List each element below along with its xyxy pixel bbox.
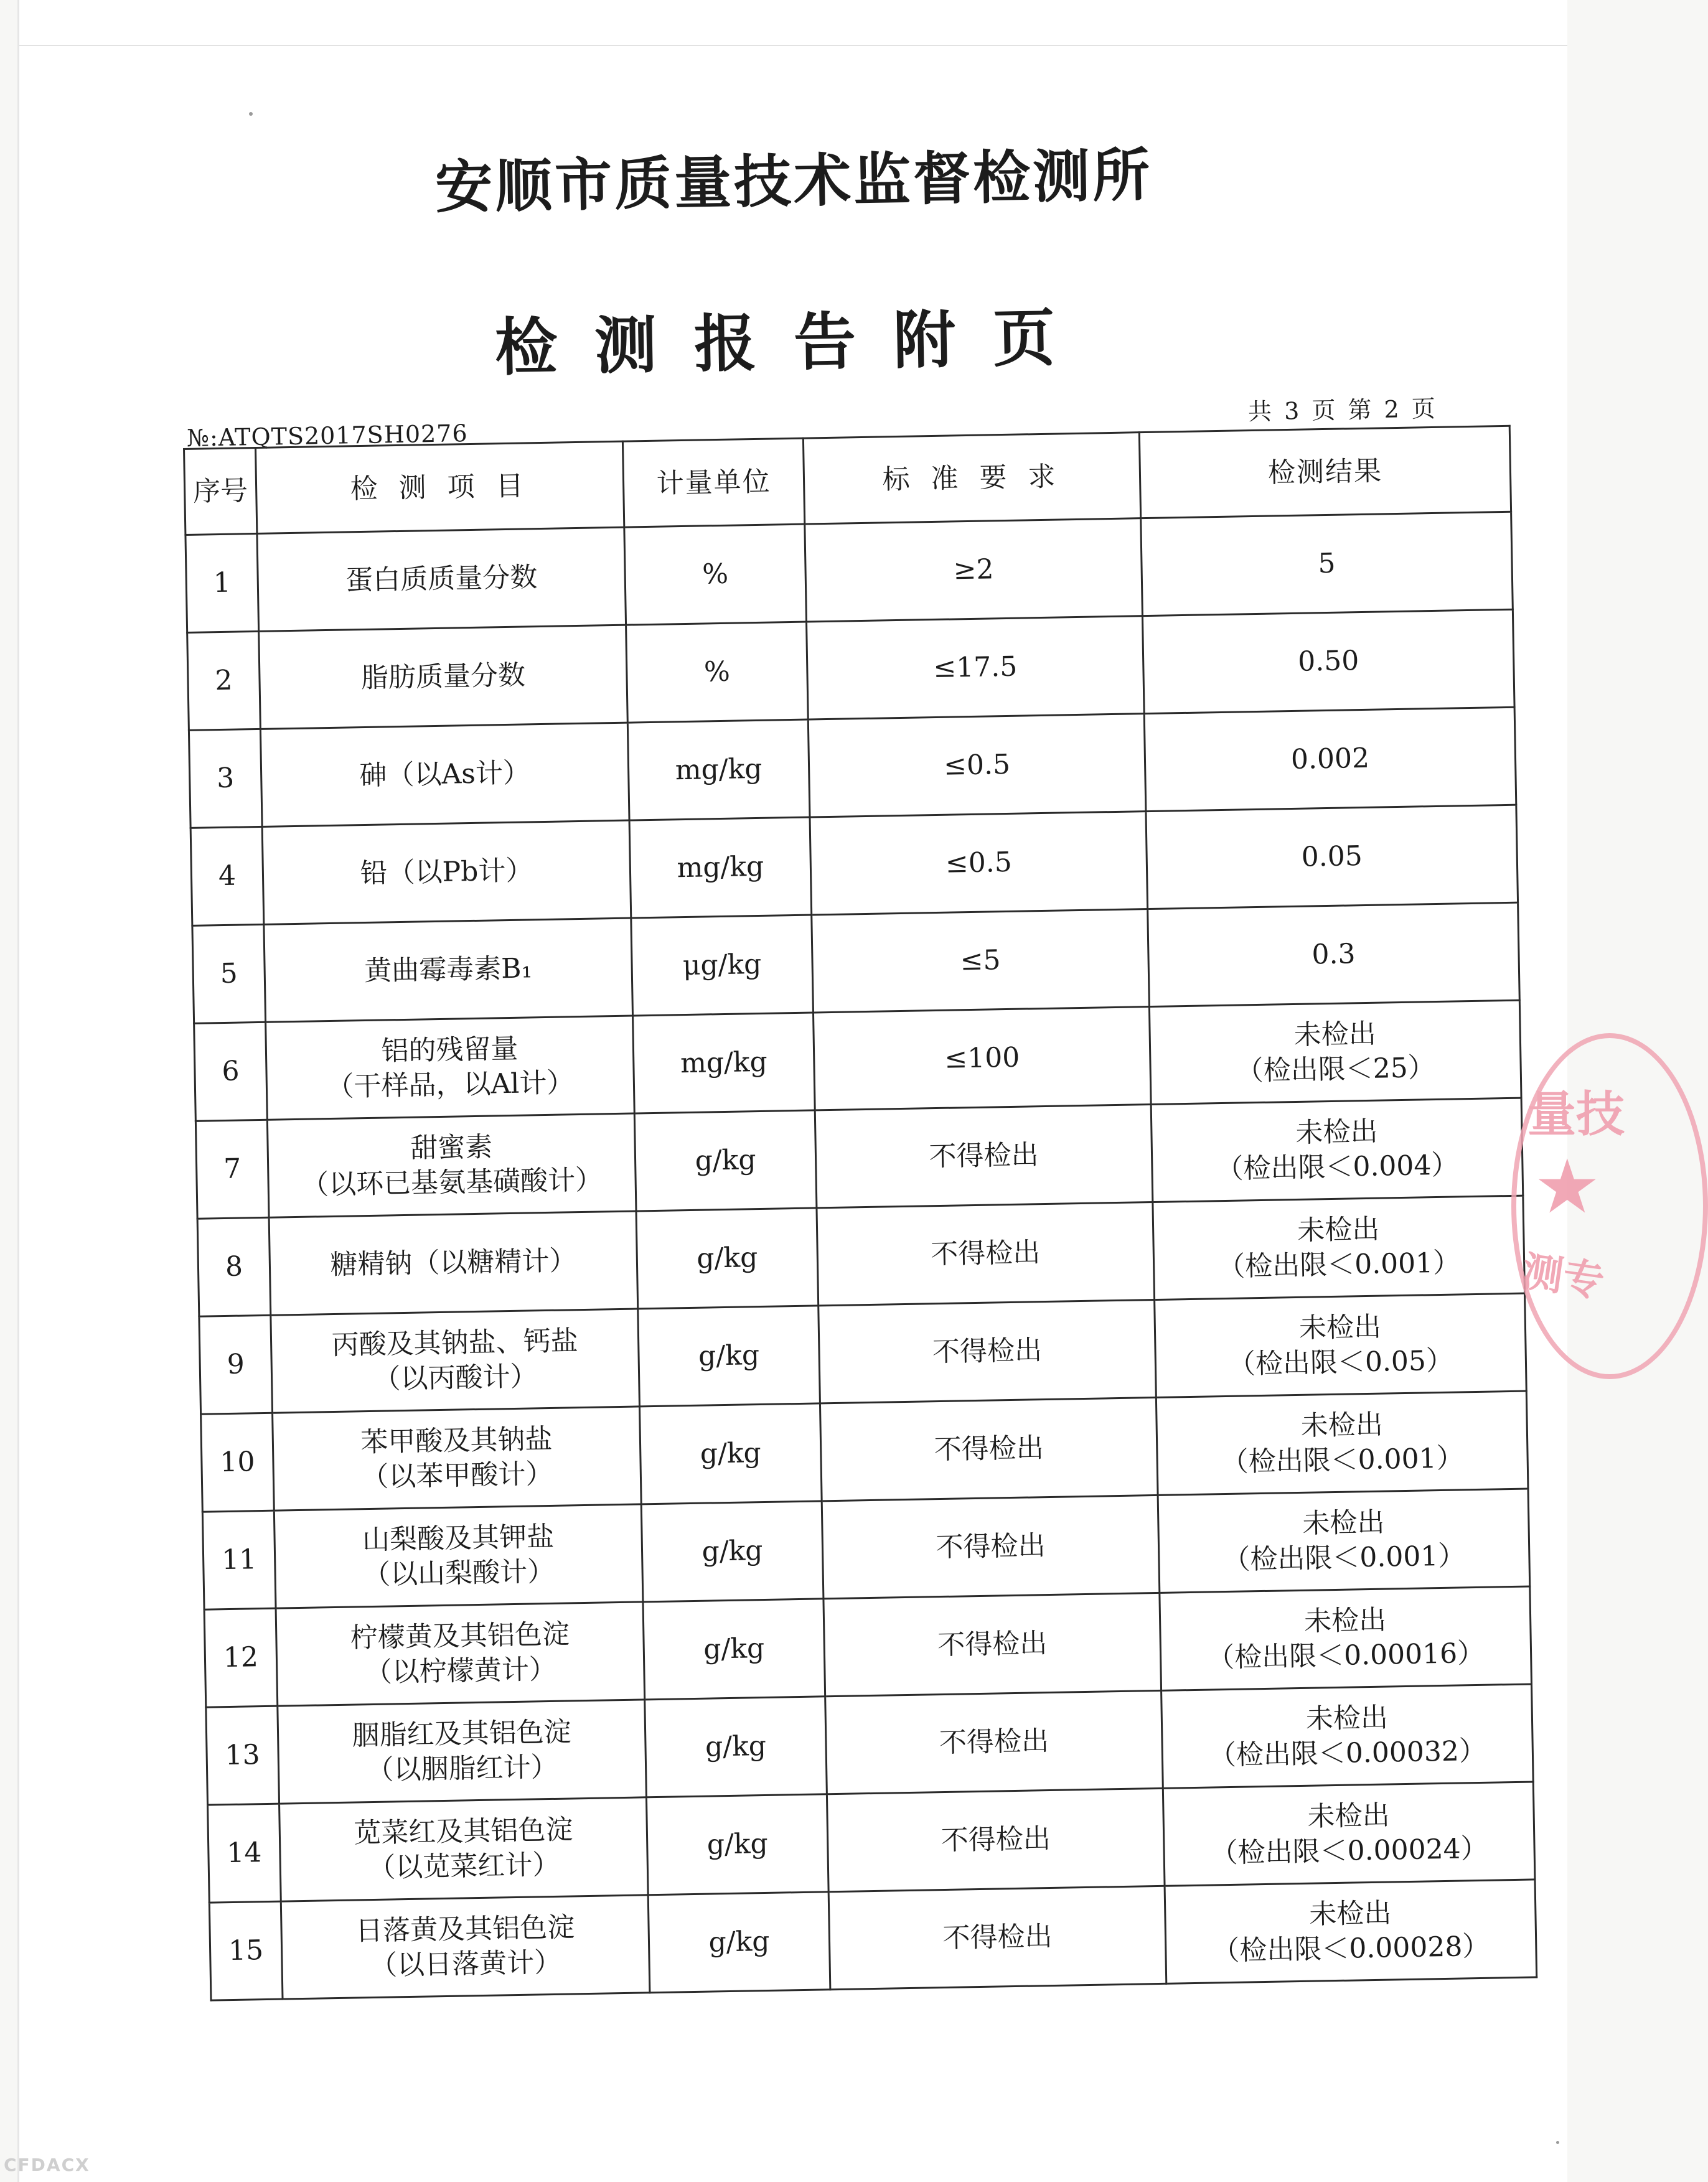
item-line: （以苋菜红计） <box>367 1848 560 1885</box>
item-line: 脂肪质量分数 <box>360 659 526 695</box>
cell-standard: 不得检出 <box>824 1593 1161 1696</box>
item-line: 山梨酸及其钾盐 <box>362 1520 555 1557</box>
result-line: （检出限＜0.001） <box>1221 1442 1465 1479</box>
cell-no: 8 <box>197 1217 271 1316</box>
result-line: （检出限＜25） <box>1236 1052 1436 1087</box>
cell-no: 11 <box>202 1510 276 1609</box>
cell-item <box>276 1602 645 1706</box>
watermark: CFDACX <box>4 2155 90 2175</box>
cell-result <box>1142 609 1514 713</box>
item-line: 日落黄及其铝色淀 <box>355 1911 575 1947</box>
cell-unit: g/kg <box>645 1697 827 1797</box>
cell-standard: ≤0.5 <box>810 812 1148 915</box>
cell-item <box>278 1700 647 1804</box>
result-line: 未检出 <box>1303 1604 1387 1637</box>
cell-result <box>1163 1782 1535 1886</box>
cell-result <box>1144 707 1516 811</box>
cell-no: 1 <box>185 533 259 632</box>
cell-unit: % <box>626 622 809 723</box>
cell-standard: 不得检出 <box>817 1202 1155 1305</box>
item-line: 柠檬黄及其铝色淀 <box>350 1618 570 1654</box>
cell-result <box>1155 1293 1527 1397</box>
cell-unit: g/kg <box>648 1892 830 1993</box>
cell-no: 3 <box>189 729 262 828</box>
cell-item <box>269 1211 638 1315</box>
results-table <box>183 425 1537 2002</box>
stamp-star-icon: ★ <box>1534 1144 1601 1230</box>
result-line: 0.3 <box>1312 938 1356 971</box>
cell-no: 15 <box>209 1901 283 2000</box>
cell-unit: % <box>624 524 807 625</box>
cell-no: 7 <box>195 1120 269 1219</box>
cell-item <box>262 820 631 924</box>
stamp-text-bottom: 测专 <box>1519 1247 1607 1306</box>
cell-item <box>259 625 628 729</box>
cell-item <box>264 918 633 1022</box>
cell-no: 9 <box>199 1315 273 1414</box>
cell-item <box>281 1895 650 1999</box>
result-line: （检出限＜0.00032） <box>1208 1735 1487 1772</box>
item-line: 胭脂红及其铝色淀 <box>352 1716 572 1752</box>
cell-result <box>1161 1684 1534 1788</box>
cell-unit: μg/kg <box>631 915 814 1016</box>
result-line: 未检出 <box>1308 1897 1392 1931</box>
result-line: 5 <box>1318 547 1336 580</box>
cell-standard: 不得检出 <box>820 1397 1158 1501</box>
cell-unit: g/kg <box>636 1208 819 1309</box>
result-line: （检出限＜0.00016） <box>1206 1637 1485 1674</box>
cell-standard: 不得检出 <box>827 1788 1165 1891</box>
item-line: （以胭脂红计） <box>366 1751 559 1787</box>
cell-standard: 不得检出 <box>825 1690 1163 1794</box>
cell-result <box>1160 1586 1532 1690</box>
cell-result <box>1151 1098 1523 1202</box>
cell-no: 5 <box>192 924 266 1023</box>
item-line: （以环已基氨基磺酸计） <box>301 1164 603 1201</box>
header-unit: 计量单位 <box>622 438 804 527</box>
item-line: （以柠檬黄计） <box>364 1653 557 1689</box>
result-line: （检出限＜0.00028） <box>1211 1930 1490 1967</box>
cell-unit: mg/kg <box>633 1013 815 1113</box>
cell-item <box>273 1407 642 1510</box>
cell-result <box>1146 805 1518 909</box>
result-line: 未检出 <box>1295 1115 1378 1149</box>
cell-result <box>1156 1391 1528 1495</box>
result-line: 0.002 <box>1290 742 1370 776</box>
result-line: 未检出 <box>1305 1702 1389 1735</box>
cell-item <box>274 1504 643 1608</box>
page-info: 共 3 页 第 2 页 <box>1247 395 1438 426</box>
report-number: №:ATQTS2017SH0276 <box>186 419 468 452</box>
item-line: 丙酸及其钠盐、钙盐 <box>331 1325 579 1362</box>
header-no: 序号 <box>184 447 257 535</box>
result-line: （检出限＜0.05） <box>1227 1344 1454 1380</box>
item-line: 苋菜红及其铝色淀 <box>353 1814 573 1850</box>
cell-item <box>257 527 626 631</box>
cell-no: 10 <box>201 1413 274 1512</box>
cell-standard: 不得检出 <box>815 1105 1153 1208</box>
result-line: 未检出 <box>1297 1213 1380 1247</box>
item-line: 甜蜜素 <box>410 1131 493 1164</box>
cell-standard: ≤100 <box>813 1007 1151 1110</box>
cell-unit: g/kg <box>641 1501 824 1602</box>
item-line: 糖精钠（以糖精计） <box>329 1245 577 1281</box>
scan-speck <box>249 112 253 116</box>
cell-result <box>1149 1000 1521 1104</box>
result-line: 未检出 <box>1298 1311 1382 1344</box>
cell-no: 12 <box>204 1608 278 1707</box>
result-line: （检出限＜0.001） <box>1217 1247 1461 1283</box>
result-line: 未检出 <box>1300 1408 1384 1442</box>
result-line: 0.50 <box>1297 645 1359 678</box>
item-line: （以山梨酸计） <box>362 1555 555 1591</box>
item-line: 铅（以Pb计） <box>360 855 533 890</box>
item-line: （以苯甲酸计） <box>360 1458 553 1494</box>
result-line: 未检出 <box>1307 1799 1391 1833</box>
cell-unit: mg/kg <box>629 817 812 918</box>
cell-standard: 不得检出 <box>828 1886 1166 1989</box>
cell-no: 6 <box>194 1022 268 1121</box>
cell-standard: ≤5 <box>812 909 1150 1013</box>
cell-unit: g/kg <box>646 1794 828 1895</box>
item-line: 铝的残留量 <box>381 1032 518 1067</box>
item-line: 蛋白质质量分数 <box>345 561 538 597</box>
header-item: 检 测 项 目 <box>256 441 624 533</box>
cell-unit: g/kg <box>638 1306 820 1407</box>
cell-standard: ≥2 <box>805 518 1143 622</box>
cell-result <box>1141 512 1513 616</box>
cell-item <box>279 1797 649 1901</box>
cell-unit: g/kg <box>639 1403 822 1504</box>
result-line: （检出限＜0.001） <box>1222 1540 1466 1576</box>
cell-no: 13 <box>206 1706 279 1805</box>
report-title: 检测报告附页 <box>494 300 1094 385</box>
cell-standard: ≤0.5 <box>808 714 1146 817</box>
result-line: 0.05 <box>1301 840 1363 873</box>
item-line: 黄曲霉毒素B₁ <box>364 952 533 988</box>
cell-unit: mg/kg <box>627 719 810 820</box>
cell-result <box>1148 902 1520 1006</box>
cell-item <box>271 1309 640 1413</box>
header-result: 检测结果 <box>1139 426 1511 518</box>
result-line: 未检出 <box>1293 1018 1377 1051</box>
cell-result <box>1158 1489 1530 1593</box>
cell-unit: g/kg <box>643 1599 825 1700</box>
cell-no: 2 <box>187 631 261 730</box>
paper-fold-line <box>17 45 1567 46</box>
organization-name: 安顺市质量技术监督检测所 <box>434 141 1153 222</box>
table-body <box>185 512 1537 2000</box>
result-line: （检出限＜0.004） <box>1216 1149 1459 1186</box>
cell-standard: ≤17.5 <box>807 616 1145 719</box>
cell-item <box>266 1016 635 1120</box>
cell-standard: 不得检出 <box>822 1495 1160 1598</box>
cell-result <box>1153 1196 1525 1299</box>
cell-result <box>1165 1880 1537 1983</box>
cell-no: 4 <box>190 826 264 925</box>
header-standard: 标 准 要 求 <box>803 433 1140 524</box>
stamp-text-top: 量技 <box>1527 1087 1625 1143</box>
item-line: 苯甲酸及其钠盐 <box>360 1423 553 1459</box>
item-line: （干样品，以Al计） <box>326 1067 575 1103</box>
cell-item <box>267 1113 636 1217</box>
item-line: （以丙酸计） <box>373 1360 538 1395</box>
item-line: 砷（以As计） <box>359 757 531 792</box>
result-line: 未检出 <box>1302 1506 1385 1540</box>
result-line: （检出限＜0.00024） <box>1210 1832 1489 1870</box>
item-line: （以日落黄计） <box>369 1946 562 1982</box>
cell-unit: g/kg <box>634 1110 817 1211</box>
results-table-container <box>183 425 1536 2002</box>
cell-no: 14 <box>208 1804 281 1903</box>
cell-item <box>260 723 629 826</box>
official-seal-stamp <box>1511 1033 1708 1379</box>
cell-standard: 不得检出 <box>819 1299 1157 1403</box>
scan-speck <box>1556 2141 1559 2144</box>
